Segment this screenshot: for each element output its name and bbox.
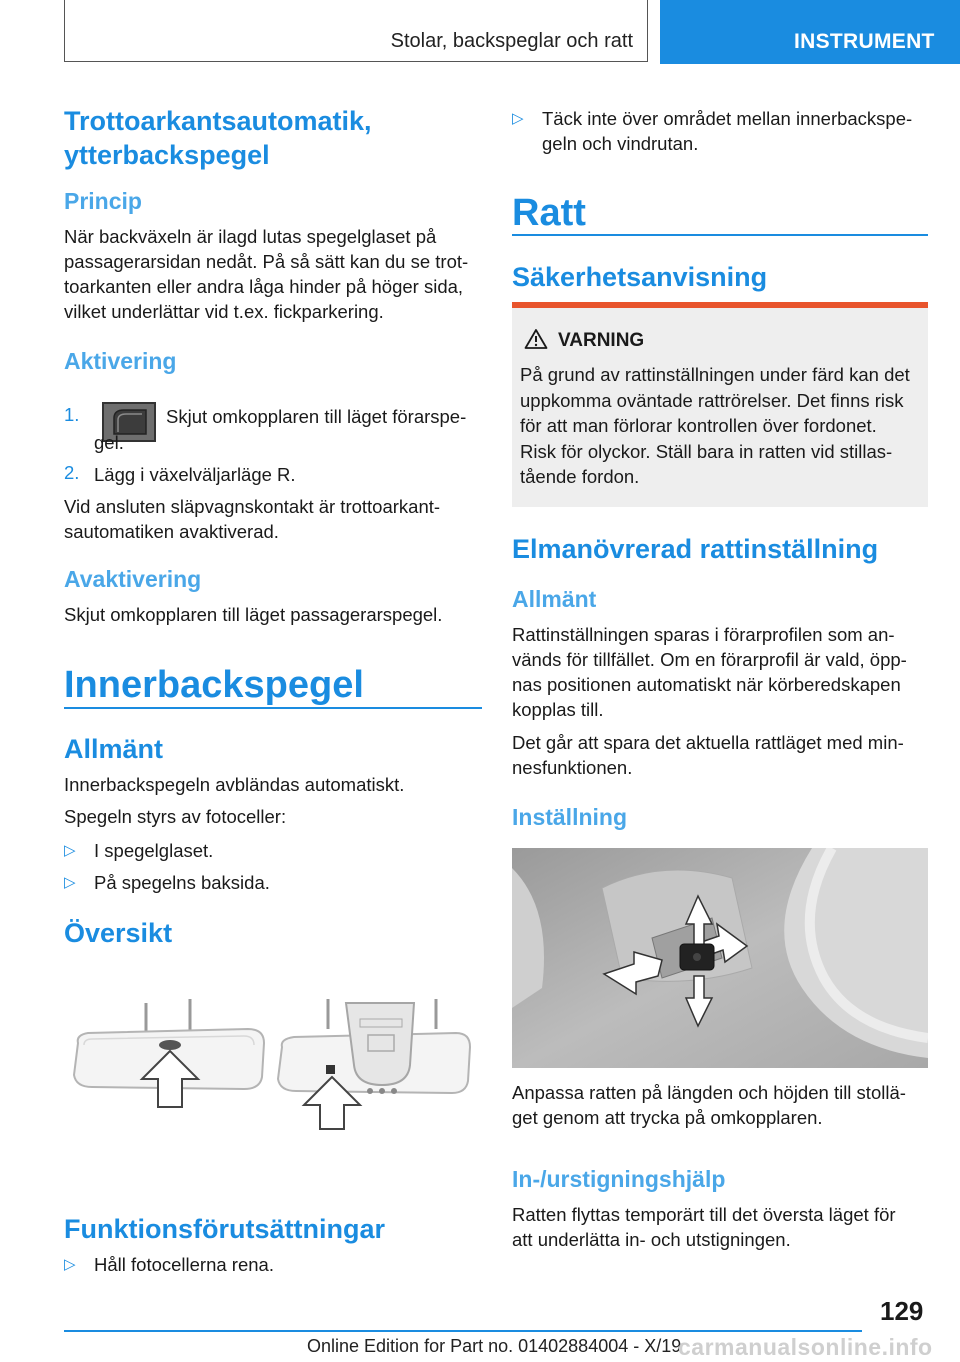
- ratt-title: Ratt: [512, 192, 586, 234]
- memory-line: nesfunktionen.: [512, 757, 633, 778]
- warning-line: Risk för olyckor. Ställ bara in ratten vid stillas-: [520, 440, 893, 462]
- list-item: [64, 870, 482, 896]
- warning-bar: [512, 302, 928, 308]
- list-item-line: geln och vindrutan.: [542, 133, 699, 154]
- watermark-text: carmanualsonline.info: [678, 1334, 933, 1360]
- allmant-text: Innerbackspegeln avbländas automatiskt.: [64, 774, 405, 795]
- curb-title-line-2: ytterbackspegel: [64, 140, 270, 170]
- photocells-text: Spegeln styrs av fotoceller:: [64, 806, 287, 827]
- avaktivering-text: Skjut omkopplaren till läget passagerarspegel.: [64, 604, 443, 625]
- trailer-text: [64, 494, 482, 544]
- step-2-text: Lägg i växelväljarläge R.: [94, 464, 296, 485]
- bullet-triangle-icon: ▷: [64, 874, 76, 891]
- memory-text: [512, 730, 928, 780]
- aktivering-heading: Aktivering: [64, 348, 177, 374]
- bullet-triangle-icon: ▷: [64, 1256, 76, 1273]
- section-tab: [660, 0, 960, 64]
- list-item-text: [542, 106, 928, 156]
- warning-title: VARNING: [558, 330, 645, 351]
- funktion-heading: Funktionsförutsättningar: [64, 1214, 385, 1244]
- step-1-text-cont: gel.: [94, 432, 124, 453]
- installning-heading: Inställning: [512, 804, 627, 830]
- warning-box: [512, 302, 928, 507]
- trailer-line: Vid ansluten släpvagnskontakt är trottoarkant-: [64, 496, 441, 517]
- caption-line: Anpassa ratten på längden och höjden till stollä-: [512, 1082, 906, 1103]
- bullet-triangle-icon: ▷: [64, 842, 76, 859]
- list-item: [512, 106, 928, 158]
- ratt-rule: [512, 234, 928, 236]
- warning-line: uppkomma oväntade rattrörelser. Det finns risk: [520, 389, 904, 411]
- list-item: [64, 838, 482, 864]
- princip-line: vilket underlättar vid t.ex. fickparkering.: [64, 301, 384, 322]
- allmant-line: vänds för tillfället. Om en förarprofil är vald, öpp-: [512, 649, 907, 670]
- princip-line: passagerarsidan nedåt. På så sätt kan du se trot-: [64, 251, 469, 272]
- allmant-text-right: [512, 622, 928, 722]
- page-number: 129: [880, 1296, 924, 1326]
- list-item-text: I spegelglaset.: [94, 840, 214, 861]
- chapter-title: Stolar, backspeglar och ratt: [390, 30, 633, 52]
- trailer-line: sautomatiken avaktiverad.: [64, 521, 279, 542]
- elman-heading: Elmanövrerad rattinställning: [512, 534, 879, 564]
- warning-line: tående fordon.: [520, 466, 640, 487]
- list-item-text: Håll fotocellerna rena.: [94, 1254, 274, 1275]
- allmant-line: Rattinställningen sparas i förarprofilen som an-: [512, 624, 895, 645]
- avaktivering-heading: Avaktivering: [64, 566, 202, 592]
- step-1: [64, 404, 482, 456]
- photo-caption: [512, 1080, 928, 1130]
- princip-line: När backväxeln är ilagd lutas spegelglaset på: [64, 226, 437, 247]
- chapter-tab: [64, 0, 648, 62]
- list-item: [64, 1252, 482, 1278]
- bullet-triangle-icon: ▷: [512, 110, 524, 127]
- entry-text: [512, 1202, 928, 1252]
- entry-line: Ratten flyttas temporärt till det översta läget för: [512, 1204, 896, 1225]
- princip-line: toarkanten eller andra låga hinder på höger sida,: [64, 276, 464, 297]
- memory-line: Det går att spara det aktuella rattläget med min-: [512, 732, 904, 753]
- step-2-number: 2.: [64, 462, 80, 483]
- curb-title: [64, 104, 482, 172]
- inner-mirror-rule: [64, 707, 482, 709]
- princip-text: [64, 224, 482, 324]
- allmant-heading: Allmänt: [64, 734, 164, 764]
- page-header: [0, 0, 960, 64]
- list-item-line: Täck inte över området mellan innerbackspe-: [542, 108, 913, 129]
- list-item-text: På spegelns baksida.: [94, 872, 270, 893]
- oversikt-heading: Översikt: [64, 918, 173, 948]
- curb-title-line-1: Trottoarkantsautomatik,: [64, 106, 372, 136]
- warning-line: På grund av rattinställningen under färd kan det: [520, 364, 910, 385]
- step-1-text: Skjut omkopplaren till läget förarspe-: [166, 406, 467, 427]
- allmant-line: kopplas till.: [512, 699, 604, 720]
- warning-line: för att man förlorar kontrollen över fordonet.: [520, 415, 877, 436]
- caption-line: get genom att trycka på omkopplaren.: [512, 1107, 823, 1128]
- princip-heading: Princip: [64, 188, 142, 214]
- allmant-heading-right: Allmänt: [512, 586, 597, 612]
- inner-mirror-title: Innerbackspegel: [64, 664, 364, 706]
- footer-rule: [64, 1330, 862, 1332]
- step-1-number: 1.: [64, 404, 80, 425]
- section-title: INSTRUMENT: [794, 30, 935, 53]
- steering-adjust-photo: [512, 848, 928, 1068]
- entry-heading: In-/urstigningshjälp: [512, 1166, 726, 1192]
- warning-triangle-icon: [524, 328, 548, 355]
- mirror-overview-illustration: [64, 995, 482, 1135]
- entry-line: att underlätta in- och utstigningen.: [512, 1229, 791, 1250]
- allmant-line: nas positionen automatiskt när körberedskapen: [512, 674, 901, 695]
- warning-text: [520, 362, 922, 490]
- edition-text: Online Edition for Part no. 01402884004 - X/19: [307, 1336, 682, 1356]
- step-2: [64, 462, 482, 488]
- safety-heading: Säkerhetsanvisning: [512, 262, 768, 292]
